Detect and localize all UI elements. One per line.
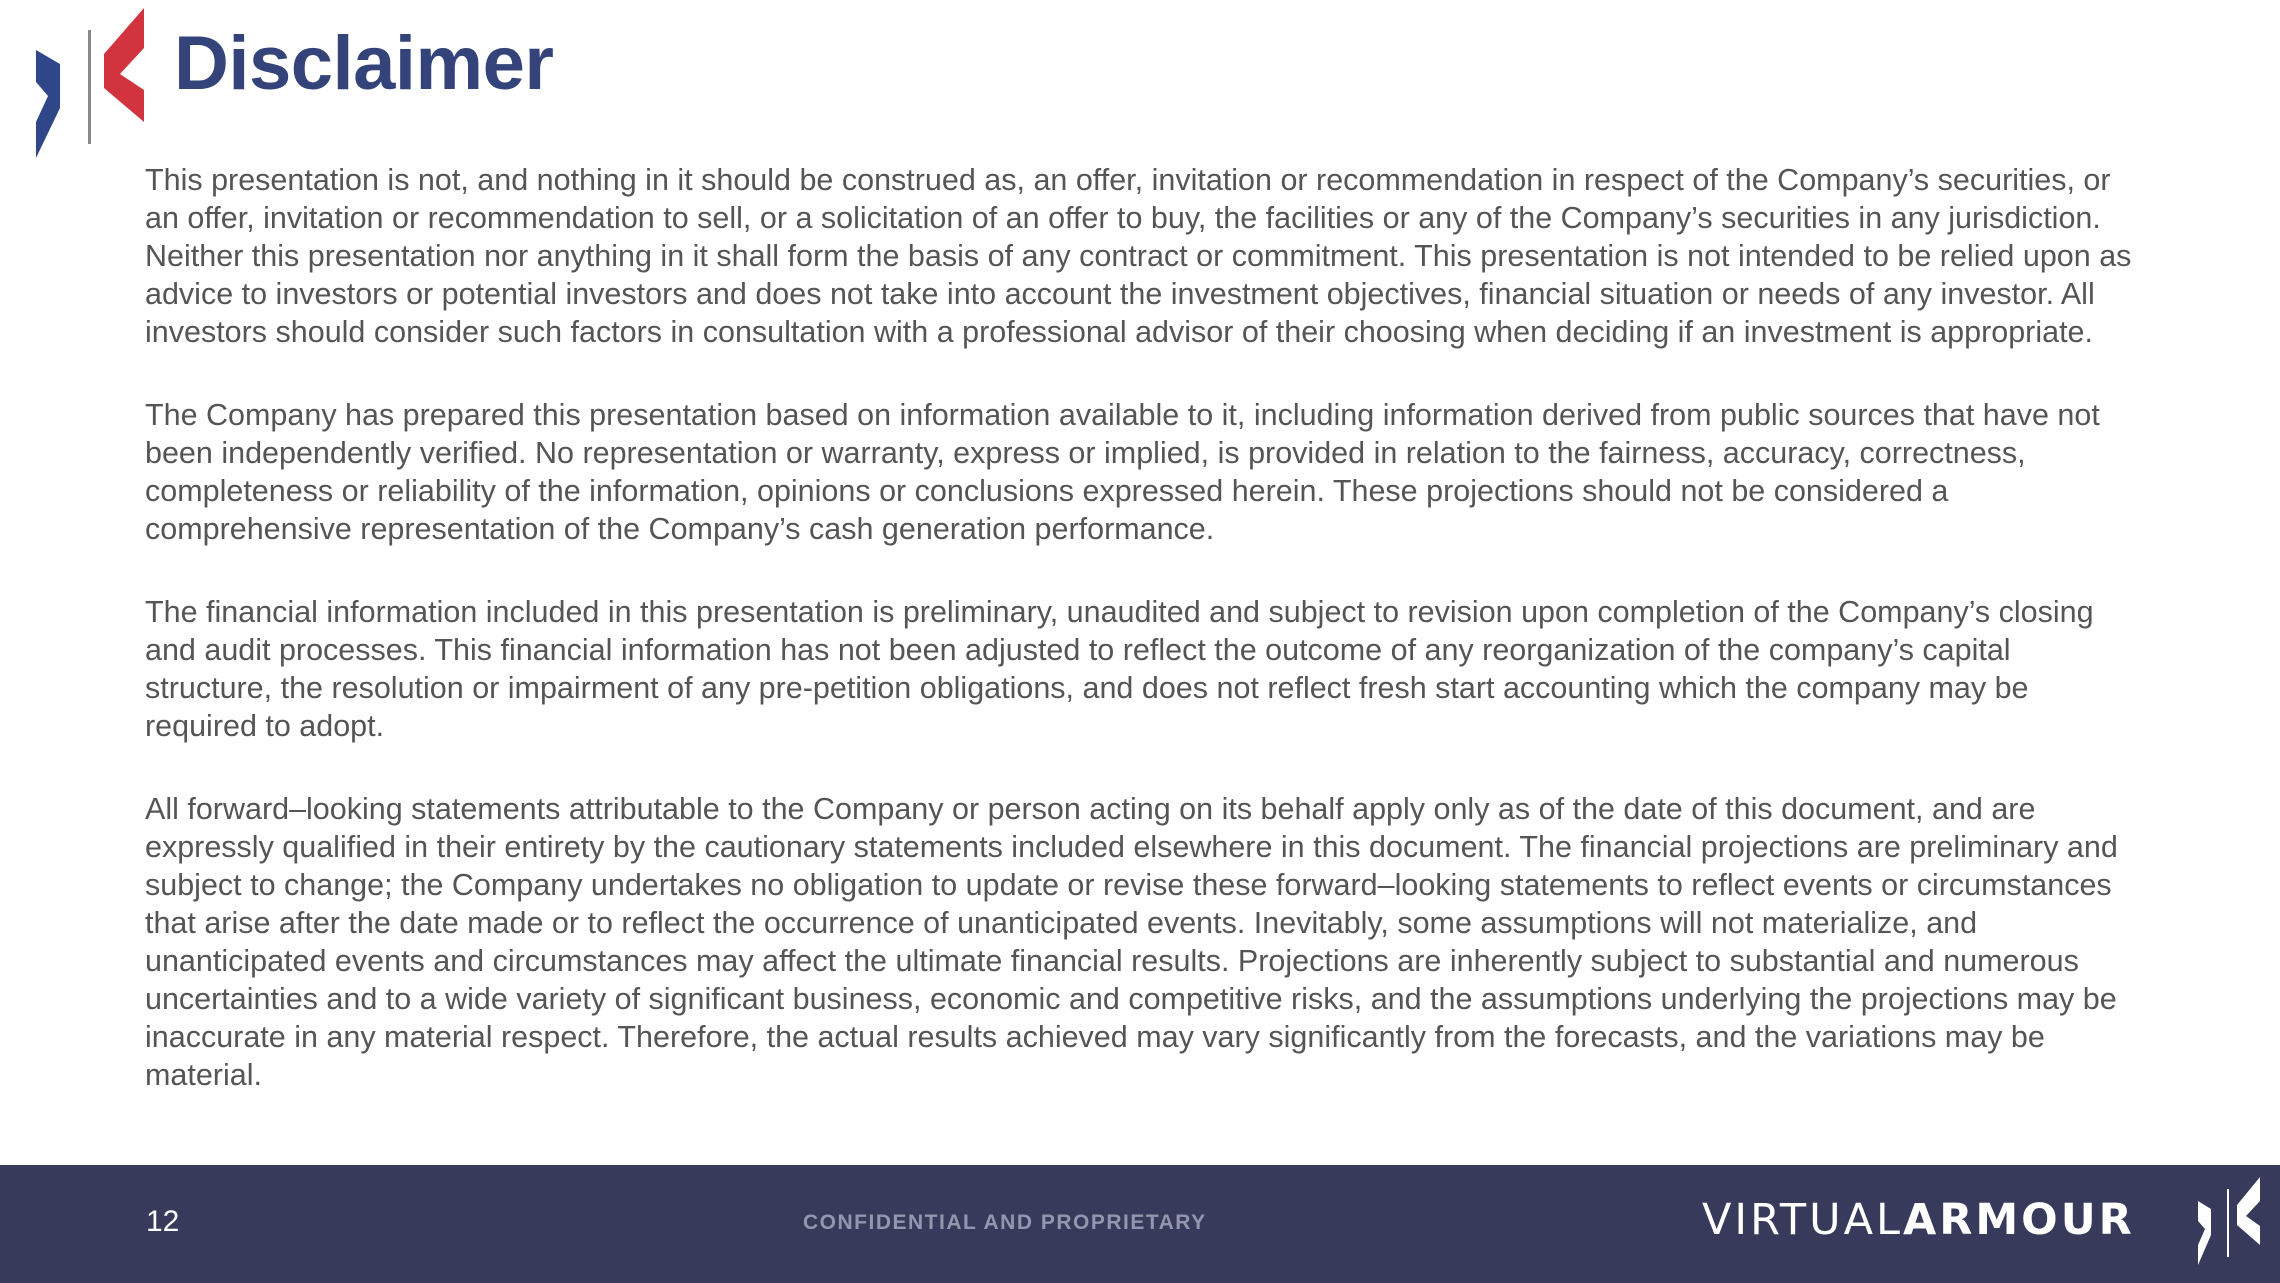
page-title: Disclaimer [174, 21, 554, 106]
footer-bar [0, 1165, 2280, 1283]
disclaimer-body [145, 161, 2145, 1139]
brand-wordmark-light: VIRTUAL [1702, 1195, 1903, 1245]
disclaimer-paragraph: The Company has prepared this presentation based on information available to it, including information derived from public sources that have not been independently verified. No representation or warranty, express or implied, is provided in relation to the fairness, accuracy, correctness, completeness or reliability of the information, opinions or conclusions expressed herein. These projections should not be considered a comprehensive representation of the Company’s cash generation performance. [145, 398, 2100, 546]
page-number: 12 [146, 1205, 180, 1238]
confidential-label: CONFIDENTIAL AND PROPRIETARY [803, 1211, 1207, 1234]
disclaimer-paragraph: All forward–looking statements attributable to the Company or person acting on its behalf apply only as of the date of this document, and are expressly qualified in their entirety by the cautionary statements included elsewhere in this document. The financial projections are preliminary and subject to change; the Company undertakes no obligation to update or revise these forward–looking statements to reflect events or circumstances that arise after the date made or to reflect the occurrence of unanticipated events. Inevitably, some assumptions will not materialize, and unanticipated events and circumstances may affect the ultimate financial results. Projections are inherently subject to substantial and numerous uncertainties and to a wide variety of significant business, economic and competitive risks, and the assumptions underlying the projections may be inaccurate in any material respect. Therefore, the actual results achieved may vary significantly from the forecasts, and the variations may be material. [145, 792, 2118, 1092]
footer-logo-icon [2198, 1177, 2262, 1267]
brand-wordmark [1702, 1195, 2135, 1245]
disclaimer-paragraph: This presentation is not, and nothing in it should be construed as, an offer, invitation or recommendation in respect of the Company’s securities, or an offer, invitation or recommendation to sell, or a solicitation of an offer to buy, the facilities or any of the Company’s securities in any jurisdiction. Neither this presentation nor anything in it shall form the basis of any contract or commitment. This presentation is not intended to be relied upon as advice to investors or potential investors and does not take into account the investment objectives, financial situation or needs of any investor. All investors should consider such factors in consultation with a professional advisor of their choosing when deciding if an investment is appropriate. [145, 163, 2132, 349]
virtualarmour-logo-icon [36, 8, 150, 160]
brand-wordmark-bold: ARMOUR [1902, 1195, 2135, 1245]
disclaimer-paragraph: The financial information included in this presentation is preliminary, unaudited and subject to revision upon completion of the Company’s closing and audit processes. This financial information has not been adjusted to reflect the outcome of any reorganization of the company’s capital structure, the resolution or impairment of any pre-petition obligations, and does not reflect fresh start accounting which the company may be required to adopt. [145, 595, 2094, 743]
